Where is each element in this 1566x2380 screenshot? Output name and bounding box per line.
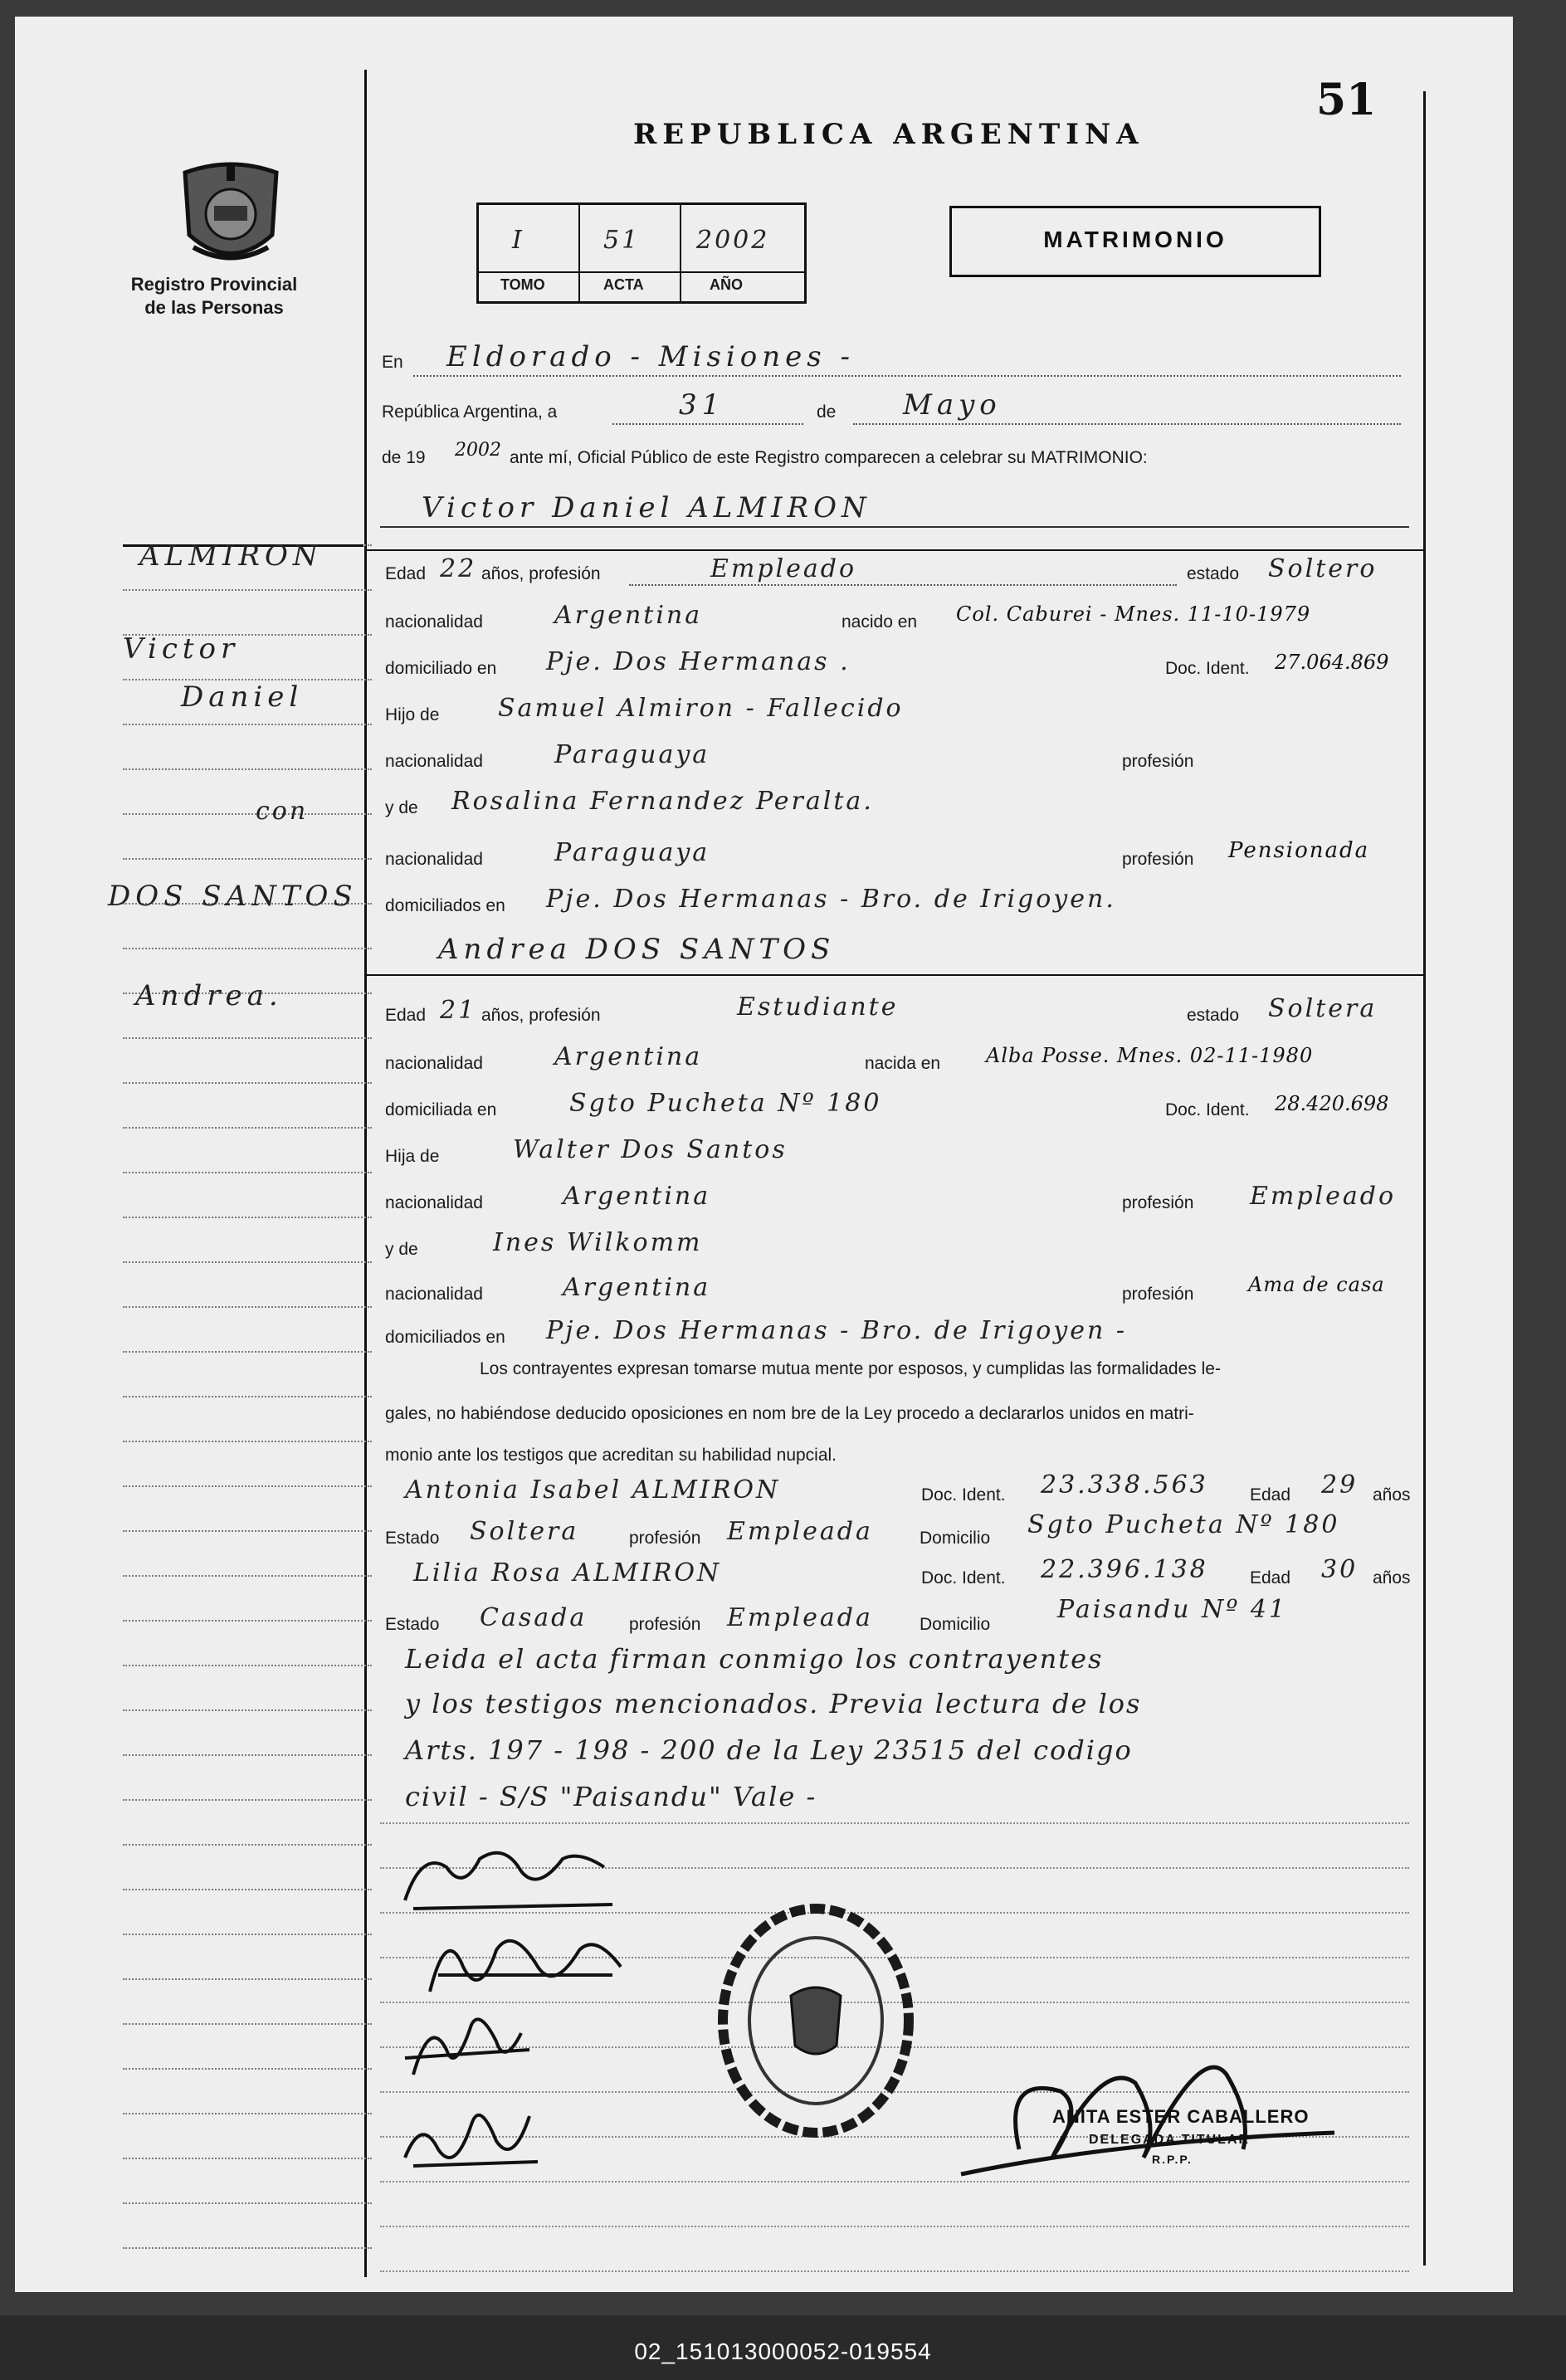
witness2-signature: [397, 2091, 546, 2187]
groom-estado-label: estado: [1187, 564, 1240, 583]
bride-profession: Estudiante: [737, 992, 899, 1022]
sidebar-con: con: [256, 797, 309, 826]
groom-hijo-label: Hijo de: [385, 705, 440, 724]
bride-father: Walter Dos Santos: [513, 1135, 788, 1164]
witness2-name: Lilia Rosa ALMIRON: [413, 1558, 722, 1587]
sidebar-rule: [123, 813, 372, 815]
groom-yde-label: y de: [385, 798, 418, 817]
tomo-value: I: [512, 226, 524, 255]
groom-nacido-label: nacido en: [842, 612, 918, 632]
declaration-line2: gales, no habiéndose deducido oposiciones en nom bre de la Ley procedo a declararlos unidos en matri-: [385, 1404, 1194, 1423]
sidebar-rule: [123, 2113, 372, 2114]
bride-father-nat-label: nacionalidad: [385, 1193, 483, 1212]
bride-father-profession: Empleado: [1250, 1182, 1397, 1211]
bride-mother-profession: Ama de casa: [1248, 1273, 1385, 1296]
sidebar-rule: [123, 858, 372, 860]
witness2-status: Casada: [480, 1603, 588, 1632]
ano-label: AÑO: [710, 276, 743, 293]
sidebar-rule: [123, 1934, 372, 1935]
groom-doc: 27.064.869: [1275, 651, 1389, 674]
bride-mother-nationality: Argentina: [563, 1273, 711, 1302]
republica-label: República Argentina, a: [382, 402, 558, 422]
witness1-profession: Empleada: [727, 1517, 873, 1546]
year-value: 2002: [455, 440, 501, 461]
witness2-address: Paisandu Nº 41: [1057, 1595, 1288, 1624]
witness1-edad-label: Edad: [1250, 1485, 1291, 1505]
groom-address: Pje. Dos Hermanas .: [546, 647, 851, 676]
sidebar-rule: [123, 1844, 372, 1846]
groom-nationality-label: nacionalidad: [385, 612, 483, 632]
bride-father-prof-label: profesión: [1122, 1193, 1194, 1212]
closing-note-line4: civil - S/S "Paisandu" Vale -: [405, 1781, 817, 1812]
sidebar-rule: [123, 2202, 372, 2204]
witness1-age: 29: [1321, 1470, 1359, 1500]
bride-anos-label: años, profesión: [481, 1006, 601, 1025]
acta-value: 51: [603, 226, 641, 255]
sidebar-rule: [123, 2247, 372, 2249]
bride-civil-status: Soltera: [1268, 994, 1378, 1023]
groom-signature: [397, 1834, 629, 1929]
groom-father-prof-label: profesión: [1122, 752, 1194, 771]
groom-domiciliado-label: domiciliado en: [385, 659, 497, 678]
bride-birthplace: Alba Posse. Mnes. 02-11-1980: [986, 1044, 1314, 1067]
official-office-stamp: R.P.P.: [1152, 2153, 1193, 2166]
groom-mother-nat-label: nacionalidad: [385, 850, 483, 869]
page-number: 51: [1316, 75, 1377, 125]
bride-full-name: Andrea DOS SANTOS: [438, 933, 836, 966]
sidebar-rule: [123, 2158, 372, 2159]
left-margin-line: [364, 70, 367, 2277]
sidebar-groom-surname: ALMIRON: [139, 539, 323, 573]
bride-mother-nat-label: nacionalidad: [385, 1285, 483, 1304]
official-seal: [712, 1900, 920, 2145]
sidebar-rule: [123, 1261, 372, 1263]
bride-mother: Ines Wilkomm: [493, 1228, 703, 1257]
bride-doc-label: Doc. Ident.: [1165, 1100, 1250, 1119]
bride-estado-label: estado: [1187, 1006, 1240, 1025]
groom-father: Samuel Almiron - Fallecido: [498, 694, 904, 723]
country-title: REPUBLICA ARGENTINA: [633, 118, 1144, 151]
groom-full-name: Victor Daniel ALMIRON: [422, 491, 871, 524]
witness2-anos-label: años: [1373, 1568, 1411, 1587]
register-sheet: [15, 17, 1513, 2292]
bride-parents-dom-label: domiciliados en: [385, 1328, 505, 1347]
groom-age: 22: [440, 554, 477, 583]
bride-mother-prof-label: profesión: [1122, 1285, 1194, 1304]
sidebar-rule: [123, 724, 372, 725]
sidebar-rule: [123, 1709, 372, 1711]
province-emblem-icon: [177, 156, 285, 276]
closing-note-line3: Arts. 197 - 198 - 200 de la Ley 23515 del codigo: [405, 1734, 1133, 1766]
bride-edad-label: Edad: [385, 1006, 427, 1025]
sidebar-rule: [123, 768, 372, 770]
witness1-doc: 23.338.563: [1041, 1470, 1208, 1500]
registry-name-line2: de las Personas: [144, 297, 284, 318]
right-margin-line: [1423, 91, 1426, 2265]
witness1-doc-label: Doc. Ident.: [921, 1485, 1006, 1505]
witness1-status: Soltera: [470, 1517, 579, 1546]
witness1-profesion-label: profesión: [629, 1529, 701, 1548]
witness2-profesion-label: profesión: [629, 1615, 701, 1634]
groom-father-nationality: Paraguaya: [554, 740, 710, 769]
record-index-box: [476, 202, 807, 304]
bride-parents-address: Pje. Dos Hermanas - Bro. de Irigoyen -: [546, 1316, 1127, 1345]
bride-father-nationality: Argentina: [563, 1182, 711, 1211]
bride-nationality: Argentina: [554, 1042, 703, 1071]
witness2-domicilio-label: Domicilio: [920, 1615, 991, 1634]
witness2-doc-label: Doc. Ident.: [921, 1568, 1006, 1587]
groom-mother: Rosalina Fernandez Peralta.: [451, 787, 874, 816]
bride-domiciliada-label: domiciliada en: [385, 1100, 497, 1119]
sidebar-rule: [123, 2023, 372, 2025]
official-title-stamp: DELEGADA TITULAR: [1089, 2133, 1251, 2147]
sidebar-rule: [123, 1485, 372, 1487]
witness2-profession: Empleada: [727, 1603, 873, 1632]
witness1-address: Sgto Pucheta Nº 180: [1027, 1510, 1340, 1539]
witness2-edad-label: Edad: [1250, 1568, 1291, 1587]
sidebar-rule: [123, 1082, 372, 1084]
tomo-label: TOMO: [500, 276, 545, 293]
en-label: En: [382, 353, 403, 372]
groom-profession: Empleado: [710, 554, 857, 583]
act-type-box: [949, 206, 1321, 277]
body-rule: [380, 2226, 1409, 2227]
declaration-line3: monio ante los testigos que acreditan su habilidad nupcial.: [385, 1446, 837, 1465]
groom-parents-dom-label: domiciliados en: [385, 896, 505, 915]
bride-address: Sgto Pucheta Nº 180: [569, 1089, 882, 1118]
official-name-stamp: ANITA ESTER CABALLERO: [1052, 2106, 1310, 2127]
day-value: 31: [679, 388, 725, 422]
bride-doc: 28.420.698: [1275, 1092, 1389, 1115]
witness2-age: 30: [1321, 1555, 1359, 1584]
groom-mother-prof-label: profesión: [1122, 850, 1194, 869]
groom-edad-label: Edad: [385, 564, 427, 583]
witness1-anos-label: años: [1373, 1485, 1411, 1505]
witness1-signature: [397, 2000, 546, 2095]
declaration-line1: Los contrayentes expresan tomarse mutua mente por esposos, y cumplidas las formalidades le-: [480, 1359, 1221, 1378]
sidebar-rule: [123, 1978, 372, 1980]
act-type-label: MATRIMONIO: [1043, 227, 1227, 252]
witness1-domicilio-label: Domicilio: [920, 1529, 991, 1548]
sidebar-rule: [123, 1306, 372, 1308]
sidebar-rule: [123, 589, 372, 591]
groom-mother-nationality: Paraguaya: [554, 838, 710, 867]
bride-nacida-label: nacida en: [865, 1054, 941, 1073]
sidebar-rule: [123, 1037, 372, 1039]
groom-mother-profession: Pensionada: [1228, 838, 1370, 863]
groom-father-nat-label: nacionalidad: [385, 752, 483, 771]
witness2-estado-label: Estado: [385, 1615, 440, 1634]
acta-label: ACTA: [603, 276, 644, 293]
bride-yde-label: y de: [385, 1240, 418, 1259]
sidebar-rule: [123, 1620, 372, 1622]
registry-name-line1: Registro Provincial: [130, 274, 298, 295]
sidebar-bride-name: Andrea.: [135, 979, 283, 1012]
closing-note-line2: y los testigos mencionados. Previa lectura de los: [405, 1688, 1142, 1719]
sidebar-rule: [123, 1441, 372, 1442]
sidebar-bride-surname: DOS SANTOS: [108, 880, 358, 913]
sidebar-rule: [123, 1530, 372, 1532]
groom-anos-label: años, profesión: [481, 564, 601, 583]
ano-value: 2002: [696, 226, 770, 255]
sidebar-rule: [123, 1127, 372, 1129]
sidebar-rule: [123, 1217, 372, 1218]
document-id: 02_151013000052-019554: [634, 2339, 932, 2364]
bride-nationality-label: nacionalidad: [385, 1054, 483, 1073]
body-rule: [380, 2270, 1409, 2272]
sidebar-groom-name2: Daniel: [181, 680, 304, 714]
sidebar-rule: [123, 1396, 372, 1397]
bride-signature: [422, 1917, 637, 2012]
witness2-doc: 22.396.138: [1041, 1555, 1208, 1584]
groom-birthplace: Col. Caburei - Mnes. 11-10-1979: [956, 602, 1311, 626]
groom-doc-label: Doc. Ident.: [1165, 659, 1250, 678]
sidebar-rule: [123, 1889, 372, 1890]
de-label: de: [817, 402, 837, 422]
sidebar-rule: [123, 1665, 372, 1666]
sidebar-rule: [123, 1172, 372, 1173]
de19-label: de 19: [382, 448, 426, 467]
sidebar-rule: [123, 948, 372, 949]
sidebar-rule: [123, 1754, 372, 1756]
intro-sentence: ante mí, Oficial Público de este Registro comparecen a celebrar su MATRIMONIO:: [510, 448, 1148, 467]
witness1-estado-label: Estado: [385, 1529, 440, 1548]
bride-hija-label: Hija de: [385, 1147, 440, 1166]
sidebar-groom-name1: Victor: [123, 632, 240, 666]
sidebar-rule: [123, 2068, 372, 2070]
month-value: Mayo: [903, 388, 1002, 422]
sidebar-rule: [123, 1351, 372, 1353]
sidebar-rule: [123, 1575, 372, 1577]
groom-civil-status: Soltero: [1268, 554, 1378, 583]
groom-nationality: Argentina: [554, 601, 703, 630]
closing-note-line1: Leida el acta firman conmigo los contrayentes: [405, 1643, 1104, 1675]
sidebar-rule: [123, 1799, 372, 1801]
place-value: Eldorado - Misiones -: [446, 340, 856, 373]
groom-parents-address: Pje. Dos Hermanas - Bro. de Irigoyen.: [546, 885, 1116, 914]
body-rule: [380, 1822, 1409, 1824]
witness1-name: Antonia Isabel ALMIRON: [405, 1475, 781, 1505]
bride-age: 21: [440, 996, 477, 1025]
